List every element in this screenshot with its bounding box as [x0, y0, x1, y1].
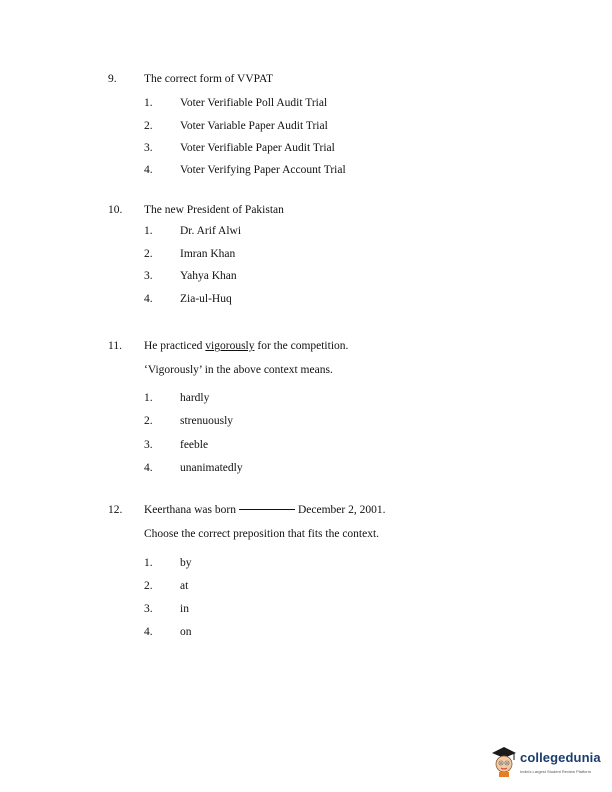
option-text: Voter Verifiable Poll Audit Trial	[180, 97, 328, 109]
question-stem	[144, 340, 348, 352]
option-number: 1.	[144, 557, 153, 569]
logo-wordmark: collegedunia	[520, 750, 601, 765]
option-number: 1.	[144, 97, 153, 109]
option-text: Voter Verifiable Paper Audit Trial	[180, 142, 335, 154]
question-stem: The new President of Pakistan	[144, 204, 284, 216]
stem-before: He practiced	[144, 340, 203, 352]
option-number: 4.	[144, 626, 153, 638]
option-number: 3.	[144, 270, 153, 282]
option-text: Imran Khan	[180, 248, 236, 260]
option-number: 1.	[144, 225, 153, 237]
option-number: 4.	[144, 462, 153, 474]
fill-in-blank	[239, 509, 295, 510]
option-number: 2.	[144, 248, 153, 260]
option-number: 3.	[144, 603, 153, 615]
option-number: 3.	[144, 439, 153, 451]
option-text: unanimatedly	[180, 462, 243, 474]
underlined-word: vigorously	[205, 340, 255, 352]
option-text: at	[180, 580, 189, 592]
option-number: 4.	[144, 293, 153, 305]
option-number: 1.	[144, 392, 153, 404]
option-text: on	[180, 626, 192, 638]
question-number: 10.	[108, 204, 123, 216]
option-text: hardly	[180, 392, 210, 404]
option-text: Voter Variable Paper Audit Trial	[180, 120, 328, 132]
option-text: Voter Verifying Paper Account Trial	[180, 164, 346, 176]
question-substem: Choose the correct preposition that fits the context.	[144, 528, 380, 540]
option-number: 3.	[144, 142, 153, 154]
option-text: Zia-ul-Huq	[180, 293, 232, 305]
option-text: strenuously	[180, 415, 234, 427]
option-text: feeble	[180, 439, 209, 451]
question-substem: ‘Vigorously’ in the above context means.	[144, 364, 333, 376]
question-number: 9.	[108, 73, 117, 85]
question-stem: The correct form of VVPAT	[144, 73, 274, 85]
option-number: 2.	[144, 580, 153, 592]
collegedunia-logo	[490, 742, 608, 782]
option-text: in	[180, 603, 189, 615]
stem-after: December 2, 2001.	[297, 504, 386, 516]
logo-tagline: India's Largest Student Review Platform	[520, 769, 592, 774]
question-number: 11.	[108, 340, 122, 352]
option-text: Yahya Khan	[180, 270, 237, 282]
option-number: 4.	[144, 164, 153, 176]
option-text: Dr. Arif Alwi	[180, 225, 242, 237]
mascot-icon	[490, 744, 518, 778]
stem-before: Keerthana was born	[144, 504, 236, 516]
stem-after: for the competition.	[257, 340, 349, 352]
question-number: 12.	[108, 504, 123, 516]
option-number: 2.	[144, 120, 153, 132]
option-text: by	[180, 557, 192, 569]
question-stem	[144, 504, 385, 516]
option-number: 2.	[144, 415, 153, 427]
